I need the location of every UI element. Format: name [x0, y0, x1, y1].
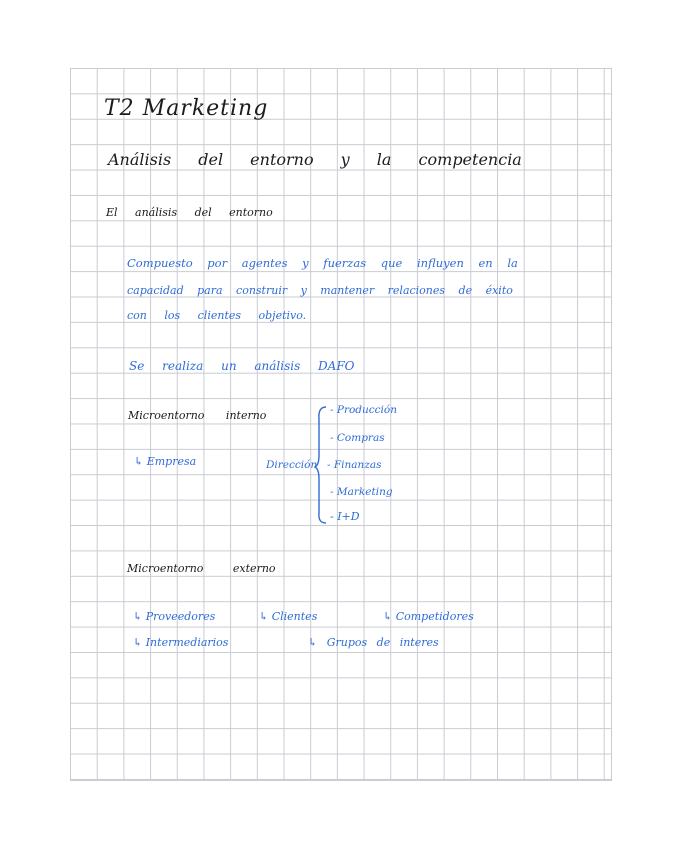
ext-proveedores: ↳ Proveedores — [133, 610, 216, 623]
brace-icon — [314, 405, 328, 525]
area-produccion: - Producción — [330, 404, 397, 416]
definition-line-1: Compuesto por agentes y fuerzas que influyen en la — [127, 256, 518, 270]
note-title: T2 Marketing — [104, 96, 269, 121]
empresa-arrow: ↳ Empresa — [134, 455, 197, 468]
ext-clientes: ↳ Clientes — [259, 610, 318, 623]
ext-grupos-de-interes: ↳ Grupos de interes — [308, 636, 439, 649]
micro-internal-label: Microentorno interno — [128, 409, 267, 422]
grid-paper — [70, 68, 612, 781]
area-compras: - Compras — [330, 432, 385, 444]
area-marketing: - Marketing — [330, 486, 393, 498]
section-heading: Análisis del entorno y la competencia — [108, 150, 522, 169]
dafo-line: Se realiza un análisis DAFO — [129, 359, 355, 373]
ext-intermediarios: ↳ Intermediarios — [133, 636, 229, 649]
definition-line-2: capacidad para construir y mantener relaciones de éxito — [127, 284, 513, 297]
ext-competidores: ↳ Competidores — [383, 610, 474, 623]
definition-line-3: con los clientes objetivo. — [127, 309, 307, 322]
area-id: - I+D — [330, 510, 360, 523]
area-finanzas: - Finanzas — [327, 459, 382, 471]
micro-external-label: Microentorno externo — [127, 562, 276, 575]
direccion-label: Dirección — [266, 459, 318, 471]
subheading: El análisis del entorno — [106, 206, 273, 219]
